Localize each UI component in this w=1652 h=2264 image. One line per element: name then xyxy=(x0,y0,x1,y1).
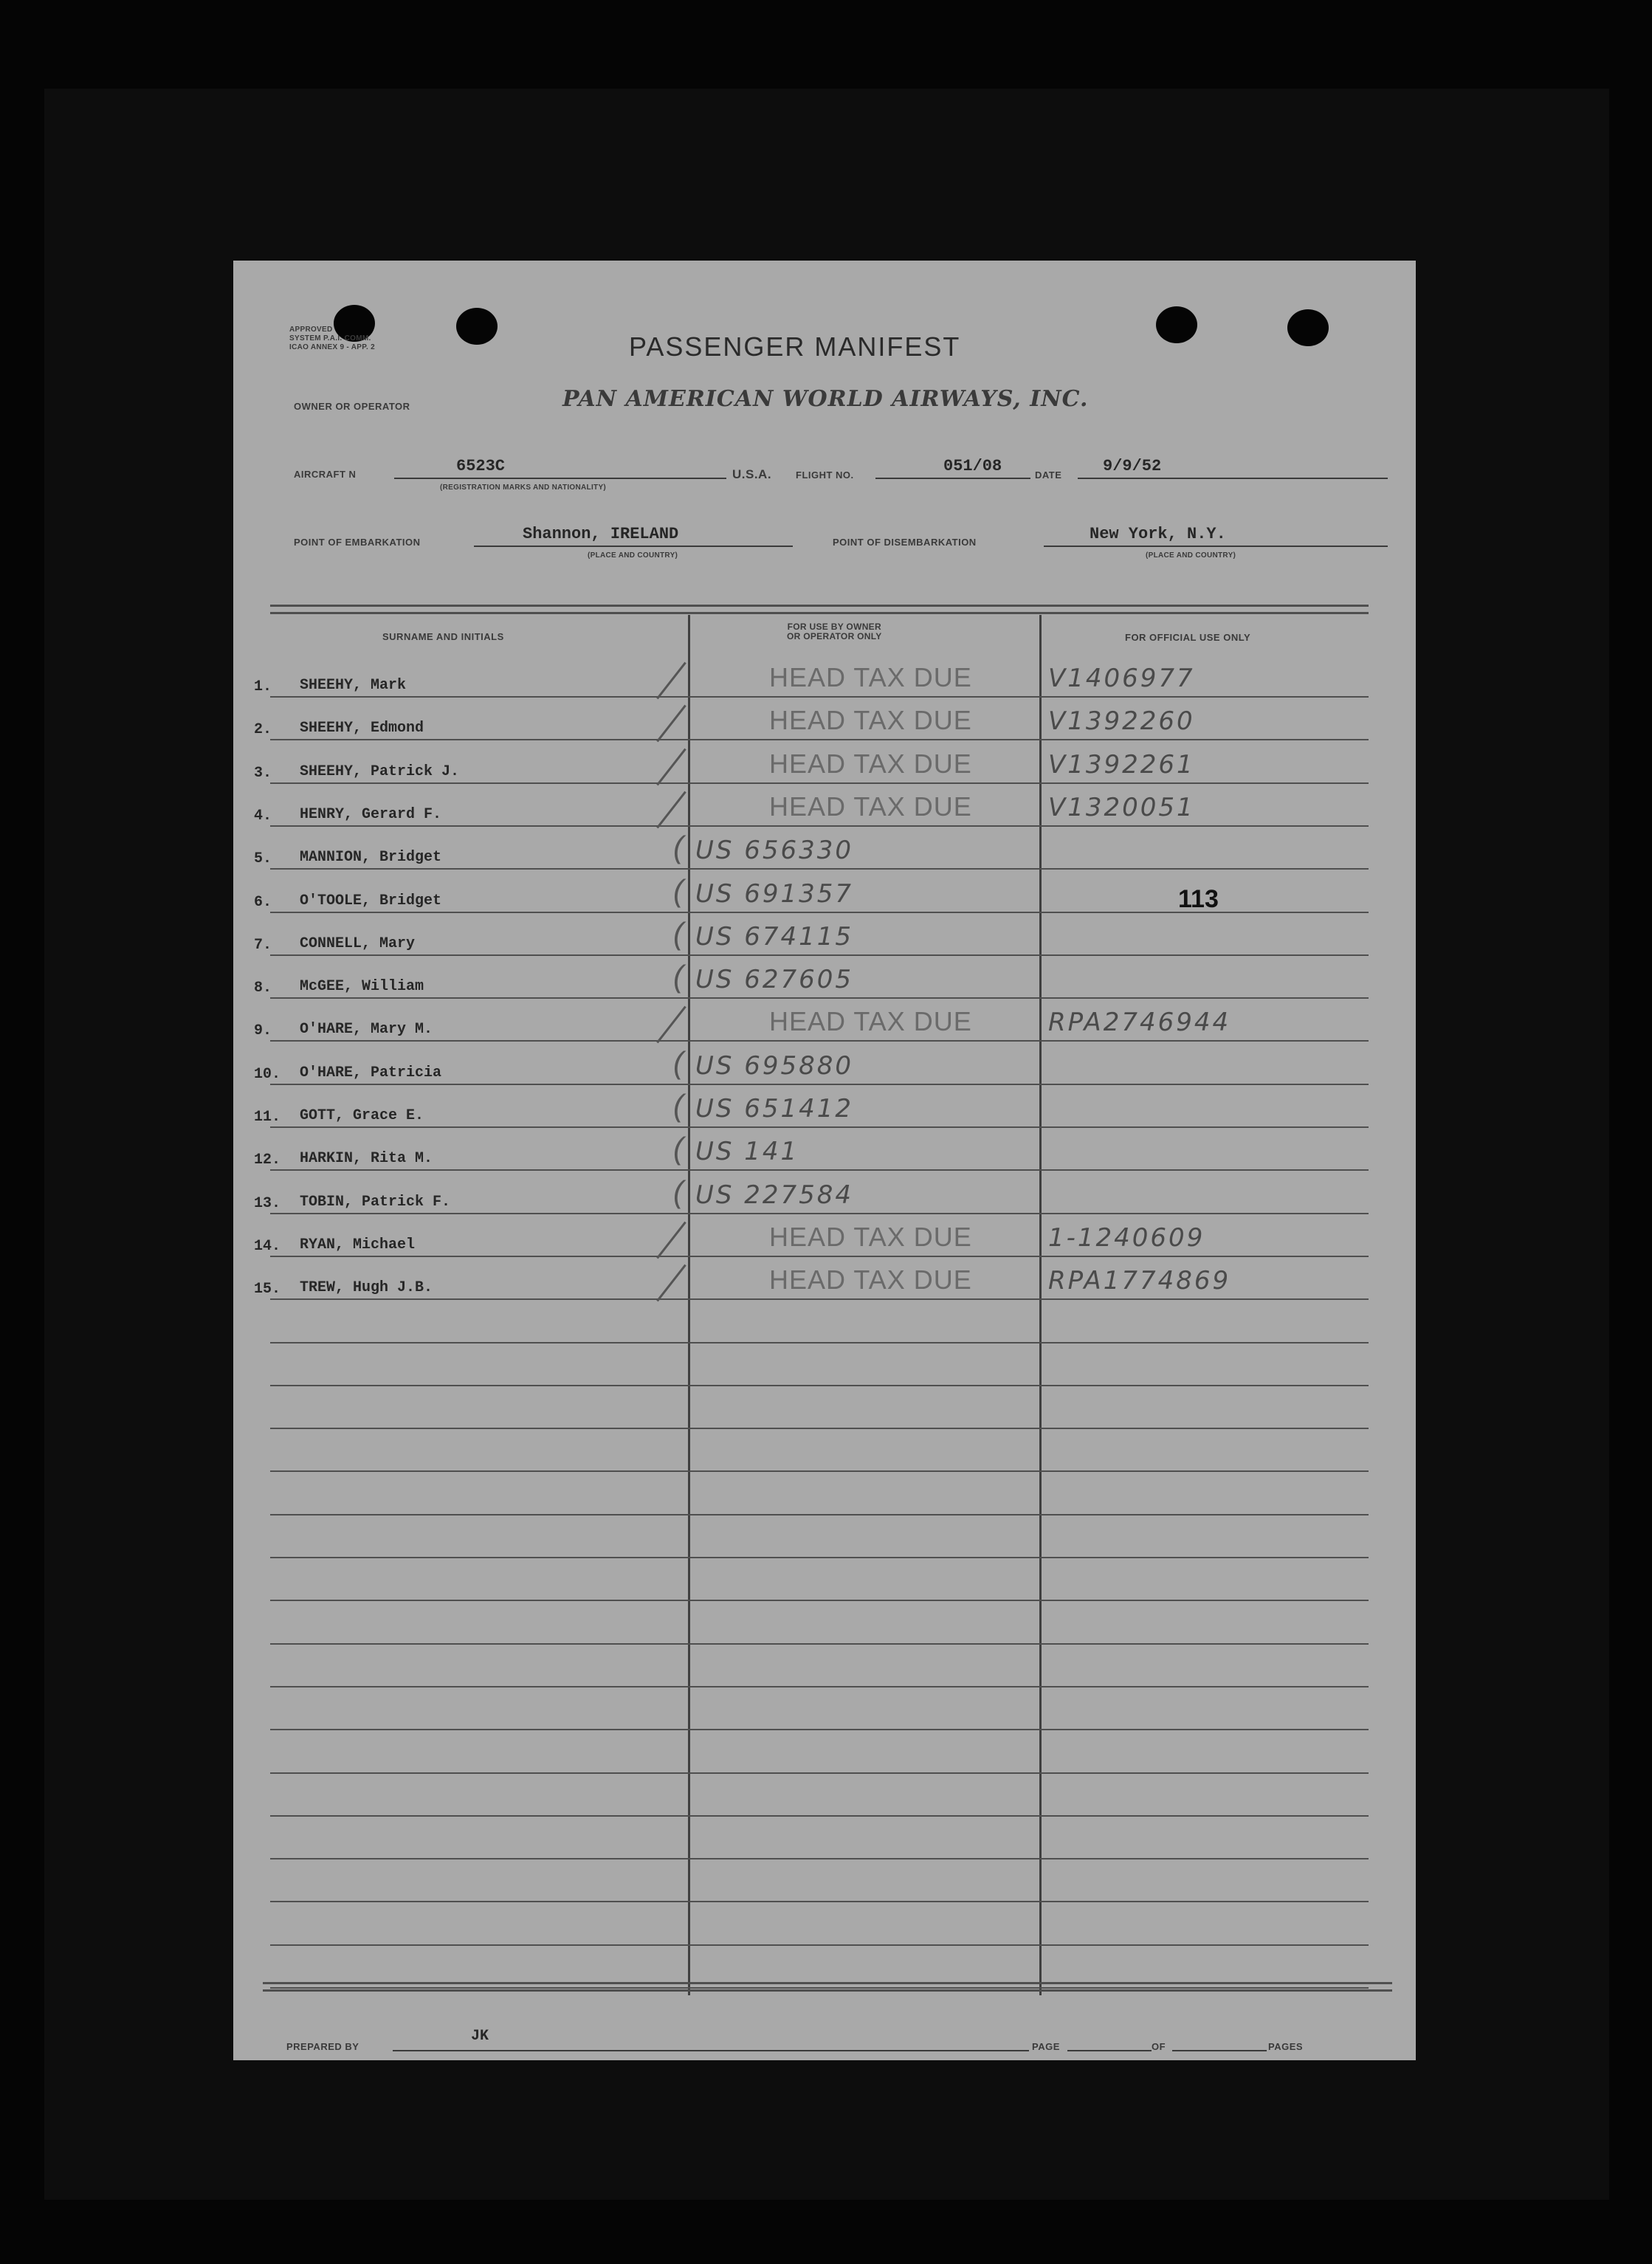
row-number: 7. xyxy=(254,937,272,954)
country-label: U.S.A. xyxy=(732,467,772,481)
row-number: 11. xyxy=(254,1109,281,1126)
row-rule xyxy=(270,1126,1369,1128)
row-rule xyxy=(270,1514,1369,1515)
row-rule xyxy=(270,696,1369,698)
row-rule xyxy=(270,1084,1369,1085)
row-rule xyxy=(270,1643,1369,1645)
of-underline xyxy=(1172,2050,1267,2051)
row-rule xyxy=(270,782,1369,784)
passenger-name: CONNELL, Mary xyxy=(300,935,416,952)
column-header-owner: FOR USE BY OWNER OR OPERATOR ONLY xyxy=(787,622,882,641)
official-number: 113 xyxy=(1178,885,1219,913)
passenger-name: SHEEHY, Edmond xyxy=(300,720,424,737)
row-rule xyxy=(270,1428,1369,1429)
row-rule xyxy=(270,739,1369,740)
row-number: 2. xyxy=(254,721,272,738)
row-rule xyxy=(270,1729,1369,1730)
row-number: 1. xyxy=(254,678,272,695)
row-rule xyxy=(270,1987,1369,1989)
prepared-by-label: PREPARED BY xyxy=(286,2041,359,2052)
passenger-name: HARKIN, Rita M. xyxy=(300,1150,433,1167)
row-rule xyxy=(270,1858,1369,1859)
row-rule xyxy=(270,1298,1369,1300)
prepared-by-value: JK xyxy=(471,2028,489,2045)
bracket-mark: ( xyxy=(673,873,684,908)
operator-name: PAN AMERICAN WORLD AIRWAYS, INC. xyxy=(562,386,1089,412)
row-number: 15. xyxy=(254,1281,281,1298)
row-rule xyxy=(270,1772,1369,1774)
visa-number: V1392261 xyxy=(1048,750,1195,780)
date-underline xyxy=(1078,478,1388,479)
aircraft-value: 6523C xyxy=(456,457,506,475)
row-rule xyxy=(270,1686,1369,1687)
table-top-rule-2 xyxy=(270,612,1369,614)
column-divider-1 xyxy=(688,615,690,1995)
head-tax-stamp: HEAD TAX DUE xyxy=(769,749,972,779)
row-rule xyxy=(270,1470,1369,1472)
visa-number: V1406977 xyxy=(1048,664,1195,693)
row-rule xyxy=(270,1213,1369,1214)
head-tax-stamp: HEAD TAX DUE xyxy=(769,1006,972,1036)
disembark-label: POINT OF DISEMBARKATION xyxy=(833,537,977,548)
row-rule xyxy=(270,1557,1369,1558)
punch-hole-right-1 xyxy=(1156,306,1197,343)
passenger-name: TOBIN, Patrick F. xyxy=(300,1194,451,1211)
check-mark xyxy=(656,749,686,786)
page-underline xyxy=(1067,2050,1152,2051)
row-rule xyxy=(270,1944,1369,1946)
passenger-name: McGEE, William xyxy=(300,978,424,995)
row-number: 12. xyxy=(254,1152,281,1169)
form-title: PASSENGER MANIFEST xyxy=(629,331,961,362)
passport-number: US 674115 xyxy=(695,922,854,952)
row-rule xyxy=(270,825,1369,827)
passport-number: US 695880 xyxy=(695,1051,854,1081)
row-rule xyxy=(270,1256,1369,1257)
table-bottom-rule-2 xyxy=(263,1989,1392,1992)
punch-hole-right-2 xyxy=(1287,309,1329,346)
bracket-mark: ( xyxy=(673,959,684,994)
check-mark xyxy=(656,1222,686,1259)
visa-number: RPA1774869 xyxy=(1048,1266,1231,1296)
passenger-name: TREW, Hugh J.B. xyxy=(300,1279,433,1296)
page-label: PAGE xyxy=(1032,2041,1060,2052)
check-mark xyxy=(656,791,686,829)
passenger-name: MANNION, Bridget xyxy=(300,849,442,866)
approval-note: APPROVED SYSTEM P.A.I. COMM. ICAO ANNEX 9 - APP. 2 xyxy=(289,326,375,351)
row-rule xyxy=(270,1385,1369,1386)
check-mark xyxy=(656,1265,686,1302)
punch-hole-left-2 xyxy=(456,308,498,345)
passenger-name: O'HARE, Mary M. xyxy=(300,1021,433,1038)
column-header-surname: SURNAME AND INITIALS xyxy=(382,631,504,642)
row-number: 14. xyxy=(254,1238,281,1255)
row-number: 5. xyxy=(254,850,272,867)
passport-number: US 651412 xyxy=(695,1094,854,1124)
bracket-mark: ( xyxy=(673,1174,684,1209)
row-rule xyxy=(270,1040,1369,1042)
passenger-name: O'HARE, Patricia xyxy=(300,1064,442,1081)
row-number: 4. xyxy=(254,808,272,825)
date-label: DATE xyxy=(1035,469,1062,481)
table-top-rule-1 xyxy=(270,605,1369,607)
row-number: 9. xyxy=(254,1022,272,1039)
aircraft-underline xyxy=(394,478,726,479)
pages-label: PAGES xyxy=(1268,2041,1304,2052)
visa-number: 1-1240609 xyxy=(1048,1223,1205,1253)
visa-number: V1392260 xyxy=(1048,706,1195,736)
check-mark xyxy=(656,705,686,743)
passport-number: US 141 xyxy=(695,1137,799,1166)
bracket-mark: ( xyxy=(673,1088,684,1123)
column-divider-2 xyxy=(1039,615,1042,1995)
row-rule xyxy=(270,997,1369,999)
passenger-name: SHEEHY, Mark xyxy=(300,677,407,694)
row-rule xyxy=(270,1342,1369,1343)
row-number: 8. xyxy=(254,980,272,997)
row-number: 13. xyxy=(254,1195,281,1212)
table-bottom-rule-1 xyxy=(263,1982,1392,1984)
owner-label: OWNER OR OPERATOR xyxy=(294,401,410,412)
column-header-official: FOR OFFICIAL USE ONLY xyxy=(1125,632,1251,643)
head-tax-stamp: HEAD TAX DUE xyxy=(769,662,972,692)
passport-number: US 691357 xyxy=(695,879,854,909)
row-rule xyxy=(270,1600,1369,1601)
row-number: 10. xyxy=(254,1066,281,1083)
head-tax-stamp: HEAD TAX DUE xyxy=(769,705,972,735)
row-rule xyxy=(270,1901,1369,1902)
aircraft-label: AIRCRAFT N xyxy=(294,469,357,480)
passenger-name: O'TOOLE, Bridget xyxy=(300,892,442,909)
date-value: 9/9/52 xyxy=(1103,457,1162,475)
bracket-mark: ( xyxy=(673,1045,684,1080)
disembark-note: (PLACE AND COUNTRY) xyxy=(1146,551,1236,560)
of-label: OF xyxy=(1152,2041,1166,2052)
head-tax-stamp: HEAD TAX DUE xyxy=(769,791,972,822)
passport-number: US 656330 xyxy=(695,836,854,865)
head-tax-stamp: HEAD TAX DUE xyxy=(769,1265,972,1295)
passenger-name: RYAN, Michael xyxy=(300,1236,416,1253)
bracket-mark: ( xyxy=(673,1131,684,1166)
prepared-by-underline xyxy=(393,2050,1029,2051)
visa-number: V1320051 xyxy=(1048,793,1195,822)
disembark-underline xyxy=(1044,546,1388,547)
passenger-name: GOTT, Grace E. xyxy=(300,1107,424,1124)
passenger-name: SHEEHY, Patrick J. xyxy=(300,763,460,780)
registration-note: (REGISTRATION MARKS AND NATIONALITY) xyxy=(440,484,607,492)
row-number: 6. xyxy=(254,894,272,911)
embark-label: POINT OF EMBARKATION xyxy=(294,537,421,548)
passport-number: US 627605 xyxy=(695,965,854,994)
flight-label: FLIGHT NO. xyxy=(796,469,854,481)
passenger-name: HENRY, Gerard F. xyxy=(300,806,442,823)
row-rule xyxy=(270,1169,1369,1171)
passport-number: US 227584 xyxy=(695,1180,854,1210)
manifest-sheet xyxy=(233,261,1416,2060)
bracket-mark: ( xyxy=(673,830,684,864)
embark-note: (PLACE AND COUNTRY) xyxy=(588,551,678,560)
row-rule xyxy=(270,1815,1369,1817)
head-tax-stamp: HEAD TAX DUE xyxy=(769,1222,972,1252)
flight-value: 051/08 xyxy=(943,457,1002,475)
visa-number: RPA2746944 xyxy=(1048,1008,1231,1037)
row-number: 3. xyxy=(254,765,272,782)
flight-underline xyxy=(875,478,1030,479)
embark-value: Shannon, IRELAND xyxy=(523,525,679,543)
bracket-mark: ( xyxy=(673,916,684,951)
check-mark xyxy=(656,1006,686,1044)
row-rule xyxy=(270,954,1369,956)
row-rule xyxy=(270,868,1369,870)
embark-underline xyxy=(474,546,793,547)
disembark-value: New York, N.Y. xyxy=(1090,525,1226,543)
check-mark xyxy=(656,662,686,700)
